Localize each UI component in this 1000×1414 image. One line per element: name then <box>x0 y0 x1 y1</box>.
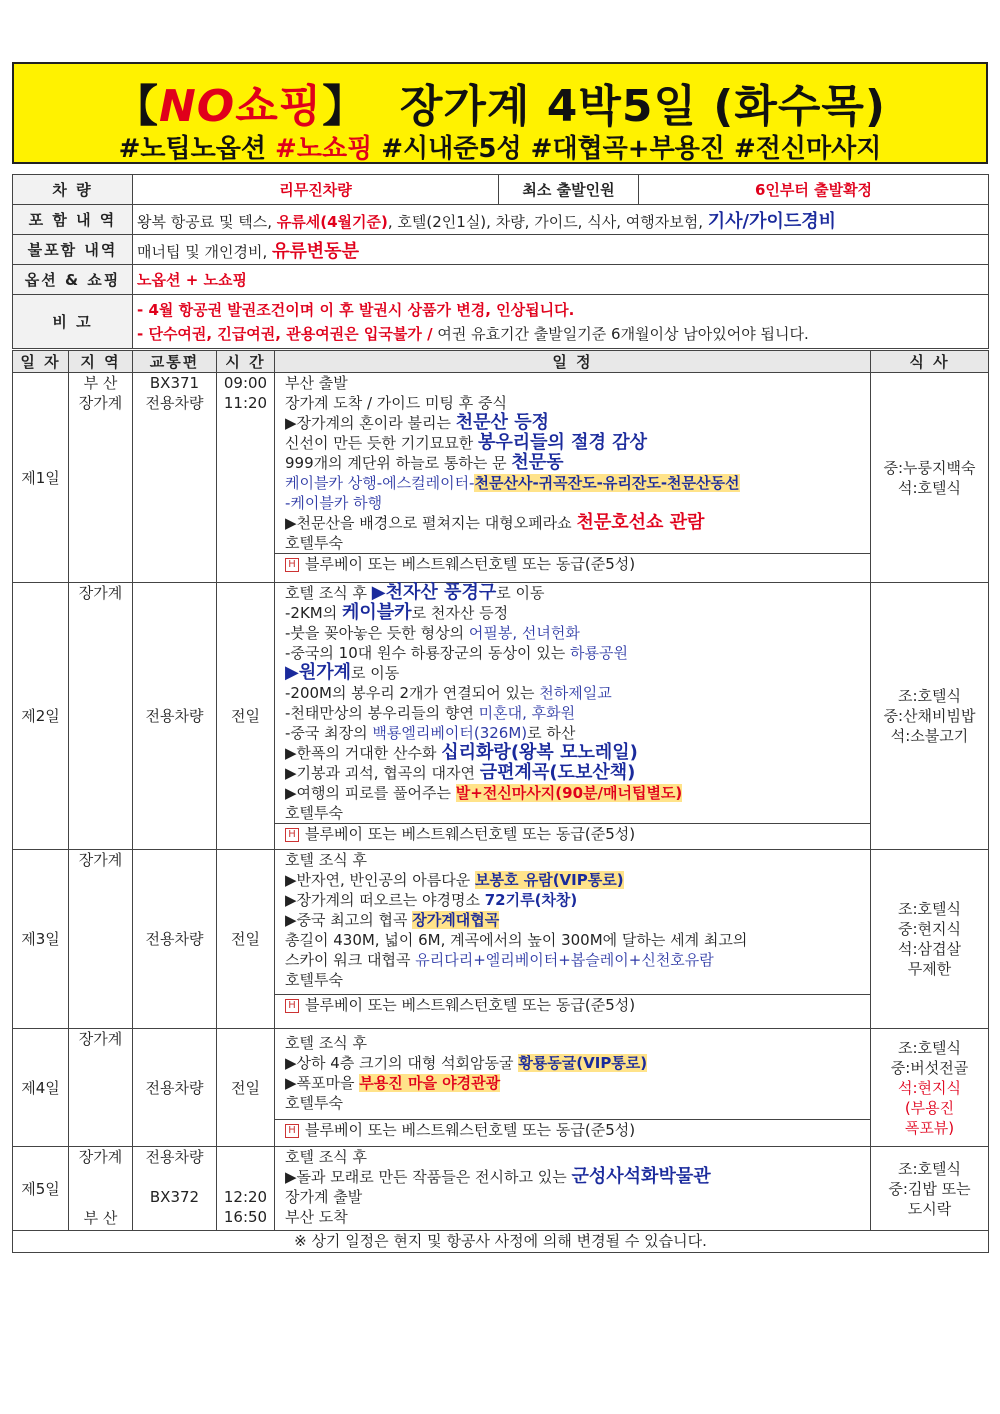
schedule-text: ▶천문산을 배경으로 펼쳐지는 대형오페라쇼 <box>285 514 572 532</box>
highlight-spot: 봉우리들의 절경 감상 <box>477 432 647 453</box>
highlight-spot: 금편계곡(도보산책) <box>479 762 636 783</box>
area: 부 산 <box>83 1209 118 1227</box>
spot: 백룡엘리베이터(326M) <box>372 724 528 742</box>
remark-1: - 4월 항공권 발권조건이며 이 후 발권시 상품가 변경, 인상됩니다. <box>137 300 575 319</box>
hotel-h-icon: H <box>285 828 299 842</box>
hotel-line <box>275 1119 870 1140</box>
time: 전일 <box>217 1029 275 1147</box>
schedule-text: ▶상하 4층 크기의 대형 석회암동굴 <box>285 1054 514 1072</box>
schedule-text: 호텔 조식 후 <box>285 584 367 602</box>
no-text: NO <box>158 81 236 132</box>
option-label: 옵션 & 쇼핑 <box>13 265 133 295</box>
schedule-text: ▶여행의 피로를 풀어주는 <box>285 784 451 802</box>
meal: 중:버섯전골 <box>890 1058 969 1077</box>
hotel-line <box>275 553 870 574</box>
highlight-show: 천문호선쇼 관람 <box>576 512 705 533</box>
highlight-massage: 발+전신마사지(90분/매너팁별도) <box>455 784 683 802</box>
remark-value <box>133 295 989 349</box>
day-schedule <box>275 1029 871 1147</box>
schedule-line: 호텔 조식 후 <box>285 1034 367 1052</box>
title-banner <box>12 62 988 164</box>
highlight-spot: 장가계대협곡 <box>412 911 500 929</box>
meal: 석:삼겹살 <box>897 940 961 958</box>
schedule-text: ▶한폭의 거대한 산수화 <box>285 744 437 762</box>
schedule-line: 호텔 조식 후 <box>285 851 367 869</box>
tag-massage: #전신마사지 <box>734 134 882 164</box>
schedule-text: ▶돌과 모래로 만든 작품들은 전시하고 있는 <box>285 1168 567 1186</box>
spot: 하룡공원 <box>569 644 628 662</box>
area: 장가계 <box>78 394 123 412</box>
schedule-text: ▶반자연, 반인공의 아름다운 <box>285 871 471 889</box>
header-time: 시 간 <box>217 351 275 373</box>
time: 전일 <box>217 583 275 850</box>
highlight-spot: 72기루(차창) <box>484 891 578 909</box>
schedule-line: 호텔투숙 <box>285 1094 343 1112</box>
meal: 중:현지식 <box>897 920 961 938</box>
transport: 전용차량 <box>145 394 204 412</box>
day-label: 제3일 <box>13 850 69 1029</box>
meal: 조:호텔식 <box>897 1159 961 1178</box>
tag-canyon: #대협곡+부용진 <box>530 134 725 164</box>
meal: 중:누룽지백숙 <box>883 458 976 477</box>
time: 12:20 <box>223 1188 268 1206</box>
area: 부 산 <box>83 374 118 392</box>
schedule-text: 스카이 워크 대협곡 <box>285 951 411 969</box>
day-row-5 <box>13 1147 989 1231</box>
bracket-open: 【 <box>113 81 159 132</box>
footer-row <box>13 1231 989 1253</box>
include-guide-fee: 기사/가이드경비 <box>707 210 837 232</box>
footer-note: ※ 상기 일정은 현지 및 항공사 사정에 의해 변경될 수 있습니다. <box>13 1231 989 1253</box>
schedule-text: 로 이동 <box>351 664 400 682</box>
highlight-spot: 천문산 등정 <box>455 412 549 433</box>
day-row-2 <box>13 583 989 850</box>
meal: 도시락 <box>907 1199 952 1218</box>
schedule-text: -천태만상의 봉우리들의 향연 <box>285 704 474 722</box>
schedule-text: ▶장가계의 떠오르는 야경명소 <box>285 891 480 909</box>
highlight-spot: ▶원가계 <box>285 662 352 683</box>
meal: 중:산채비빔밥 <box>883 707 976 725</box>
header-transport: 교통편 <box>133 351 217 373</box>
hotel-h-icon: H <box>285 558 299 572</box>
area: 장가계 <box>69 583 133 850</box>
meal: 석:현지식 <box>897 1078 961 1097</box>
day-schedule <box>275 373 871 583</box>
schedule-text: 로 하산 <box>527 724 576 742</box>
schedule-text: 로 이동 <box>496 584 545 602</box>
exclude-value <box>133 235 989 265</box>
highlight-spot: 십리화랑(왕복 모노레일) <box>441 742 638 763</box>
time: 11:20 <box>223 394 268 412</box>
day-schedule <box>275 1147 871 1231</box>
schedule-line: 장가계 도착 / 가이드 미팅 후 중식 <box>285 394 508 412</box>
schedule-text: 케이블카 상행-에스컬레이터- <box>285 474 475 492</box>
hotel-h-icon: H <box>285 1124 299 1138</box>
schedule-line: 호텔투숙 <box>285 971 343 989</box>
day-label: 제5일 <box>13 1147 69 1231</box>
flight: BX372 <box>149 1188 200 1206</box>
tag-hotel: #시내준5성 <box>381 134 522 164</box>
schedule-text: -2KM의 <box>285 604 338 622</box>
flight: BX371 <box>149 374 200 392</box>
schedule-line: 부산 도착 <box>285 1208 348 1226</box>
remark-row <box>13 295 989 349</box>
exclude-text: 매너팁 및 개인경비, <box>137 242 268 261</box>
transport: 전용차량 <box>133 1029 217 1147</box>
header-meal: 식 사 <box>871 351 989 373</box>
tour-title: 장가계 4박5일 (화수목) <box>399 81 886 132</box>
highlight-spot: ▶천자산 풍경구 <box>371 582 497 603</box>
schedule-table <box>12 350 989 1253</box>
remark-2b: 여권 유효기간 출발일기준 6개월이상 남아있어야 됩니다. <box>437 324 809 343</box>
exclude-fuel: 유류변동분 <box>272 240 359 262</box>
hotel-text: 블루베이 또는 베스트웨스턴호텔 또는 동급(준5성) <box>305 555 636 573</box>
day-row-1 <box>13 373 989 583</box>
header-day: 일 자 <box>13 351 69 373</box>
schedule-line: 부산 출발 <box>285 374 348 392</box>
highlight-spot: 부용진 마을 야경관광 <box>359 1074 501 1092</box>
include-text-a: 왕복 항공료 및 텍스, <box>137 212 272 231</box>
meal: 조:호텔식 <box>897 1038 961 1057</box>
schedule-line: 호텔투숙 <box>285 534 343 552</box>
vehicle-label: 차 량 <box>13 175 133 205</box>
exclude-label: 불포함 내역 <box>13 235 133 265</box>
schedule-text: 999개의 계단위 하늘로 통하는 문 <box>285 454 507 472</box>
area: 장가계 <box>78 1148 123 1166</box>
area: 장가계 <box>69 1029 133 1147</box>
include-text-c: , 호텔(2인1실), 차량, 가이드, 식사, 여행자보험, <box>387 212 703 231</box>
meal: 석:소불고기 <box>890 727 969 745</box>
shopping-text: 쇼핑 <box>235 81 323 132</box>
hotel-line <box>275 994 870 1015</box>
day-row-4 <box>13 1029 989 1147</box>
banner-tags <box>14 128 986 165</box>
vehicle-row <box>13 175 989 205</box>
day-schedule <box>275 850 871 1029</box>
time: 09:00 <box>223 374 268 392</box>
banner-title <box>14 70 986 134</box>
schedule-text: ▶폭포마을 <box>285 1074 355 1092</box>
include-label: 포 함 내 역 <box>13 205 133 235</box>
schedule-header <box>13 351 989 373</box>
tag-no-shopping: #노쇼핑 <box>275 134 373 164</box>
option-value: 노옵션 + 노쇼핑 <box>133 265 989 295</box>
area: 장가계 <box>69 850 133 1029</box>
transport: 전용차량 <box>133 583 217 850</box>
transport: 전용차량 <box>145 1148 204 1166</box>
schedule-text: -중국 최장의 <box>285 724 368 742</box>
spot: 천하제일교 <box>539 684 612 702</box>
schedule-text: -중국의 10대 원수 하룡장군의 동상이 있는 <box>285 644 566 662</box>
highlight-spot: 황룡동굴(VIP통로) <box>518 1054 648 1072</box>
day-label: 제1일 <box>13 373 69 583</box>
schedule-text: 신선이 만든 듯한 기기묘묘한 <box>285 434 474 452</box>
spot: 어필봉, 선녀헌화 <box>468 624 580 642</box>
day-schedule <box>275 583 871 850</box>
highlight-spot: 보봉호 유람(VIP통로) <box>475 871 624 889</box>
highlight-spot: 천문산사-귀곡잔도-유리잔도-천문산동선 <box>474 474 740 492</box>
vehicle-value: 리무진차량 <box>133 175 499 205</box>
min-label: 최소 출발인원 <box>499 175 639 205</box>
meal: 석:호텔식 <box>897 478 961 497</box>
day-label: 제4일 <box>13 1029 69 1147</box>
spot: 유리다리+엘리베이터+봅슬레이+신천호유람 <box>415 951 714 969</box>
info-table <box>12 174 989 349</box>
bracket-close: 】 <box>322 81 368 132</box>
meal: 폭포뷰) <box>904 1118 955 1137</box>
day-row-3 <box>13 850 989 1029</box>
highlight-spot: 천문동 <box>511 452 564 473</box>
hotel-line <box>275 823 870 844</box>
time: 전일 <box>217 850 275 1029</box>
schedule-line: 호텔 조식 후 <box>285 1148 367 1166</box>
highlight-spot: 케이블카 <box>342 602 412 623</box>
day-label: 제2일 <box>13 583 69 850</box>
remark-label: 비 고 <box>13 295 133 349</box>
hotel-text: 블루베이 또는 베스트웨스턴호텔 또는 동급(준5성) <box>305 1121 636 1139</box>
spot: 미혼대, 후화원 <box>478 704 576 722</box>
schedule-text: ▶장가계의 혼이라 불리는 <box>285 414 451 432</box>
min-value: 6인부터 출발확정 <box>639 175 989 205</box>
schedule-line: 총길이 430M, 넓이 6M, 계곡에서의 높이 300M에 달하는 세계 최고의 <box>285 931 748 949</box>
hotel-text: 블루베이 또는 베스트웨스턴호텔 또는 동급(준5성) <box>305 996 636 1014</box>
hotel-h-icon: H <box>285 999 299 1013</box>
include-value <box>133 205 989 235</box>
schedule-text: ▶기봉과 괴석, 협곡의 대자연 <box>285 764 475 782</box>
meal: (부용진 <box>904 1098 955 1117</box>
meal: 무제한 <box>907 960 952 978</box>
option-row <box>13 265 989 295</box>
meal: 중:김밥 또는 <box>888 1179 971 1198</box>
schedule-text: 로 천자산 등정 <box>411 604 509 622</box>
hotel-text: 블루베이 또는 베스트웨스턴호텔 또는 동급(준5성) <box>305 825 636 843</box>
tag-no-tip: #노팁노옵션 <box>118 134 266 164</box>
schedule-text: ▶중국 최고의 협곡 <box>285 911 408 929</box>
header-area: 지 역 <box>69 351 133 373</box>
include-row <box>13 205 989 235</box>
schedule-line: 호텔투숙 <box>285 804 343 822</box>
schedule-line: -케이블카 하행 <box>285 494 383 512</box>
highlight-spot: 군성사석화박물관 <box>571 1166 711 1187</box>
meal: 조:호텔식 <box>897 687 961 705</box>
time: 16:50 <box>223 1208 268 1226</box>
header-schedule: 일 정 <box>275 351 871 373</box>
meal: 조:호텔식 <box>897 900 961 918</box>
schedule-line: 장가계 출발 <box>285 1188 363 1206</box>
schedule-text: -200M의 봉우리 2개가 연결되어 있는 <box>285 684 535 702</box>
schedule-text: -붓을 꽂아놓은 듯한 형상의 <box>285 624 465 642</box>
include-fuel: 유류세(4월기준) <box>276 212 388 231</box>
exclude-row <box>13 235 989 265</box>
remark-2a: - 단수여권, 긴급여권, 관용여권은 입국불가 / <box>137 324 433 343</box>
transport: 전용차량 <box>133 850 217 1029</box>
